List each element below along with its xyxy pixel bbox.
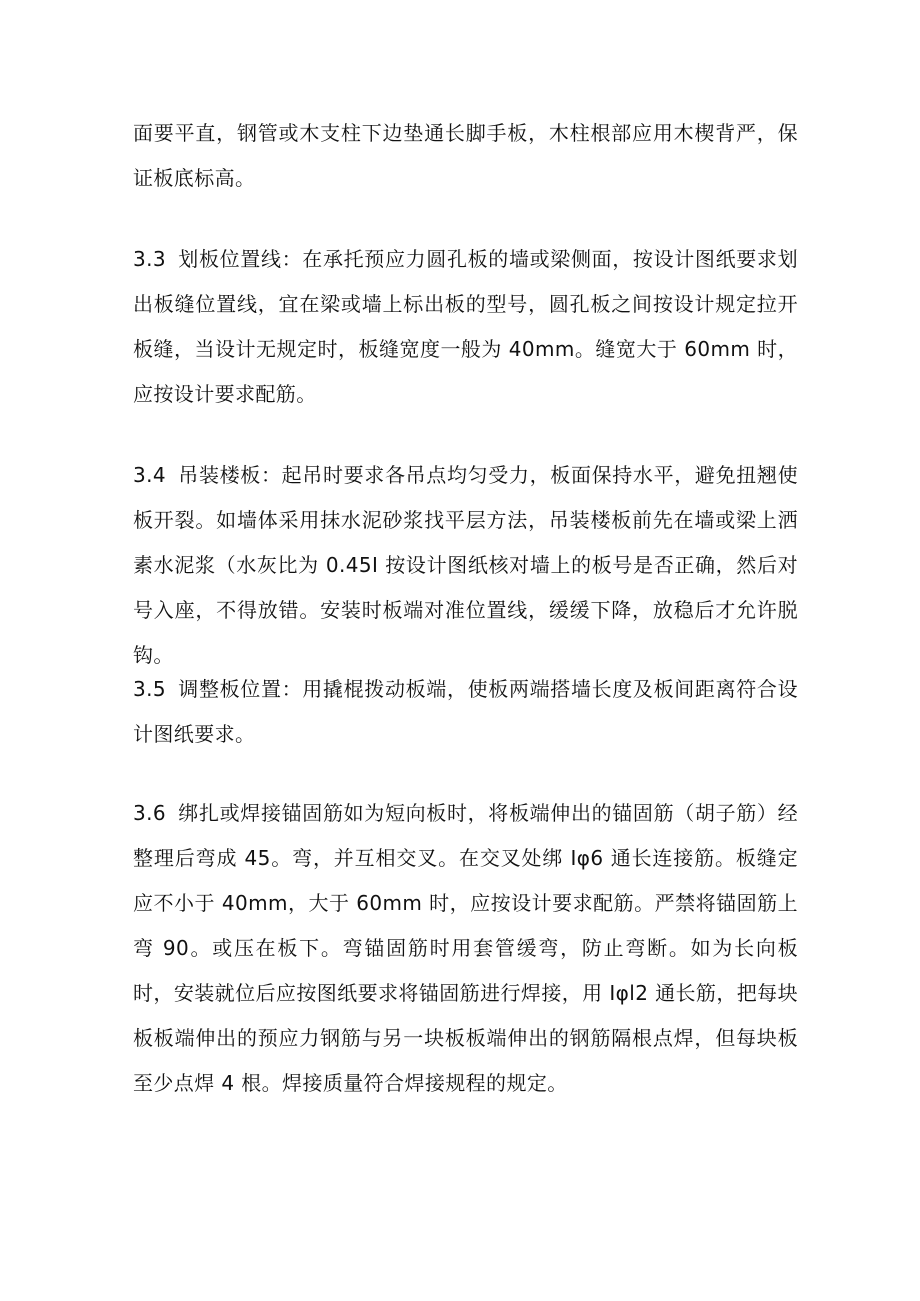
- paragraph-3-5: [133, 667, 798, 757]
- section-number: 3.5: [133, 677, 167, 701]
- paragraph-text: 绑扎或焊接锚固筋如为短向板时，将板端伸出的锚固筋（胡子筋）经整理后弯成 45。弯，并互相交叉。在交叉处绑 Iφ6 通长连接筋。板缝定应不小于 40mm，大于 60mm 时，应按设计要求配筋。严禁将锚固筋上弯 90。或压在板下。弯锚固筋时用套管缓弯，防止弯断。如为长向板时，安装就位后应按图纸要求将锚固筋进行焊接，用 Iφl2 通长筋，把每块板板端伸出的预应力钢筋与另一块板板端伸出的钢筋隔根点焊，但每块板至少点焊 4 根。焊接质量符合焊接规程的规定。: [133, 801, 798, 1095]
- paragraph-continuation: [133, 111, 798, 201]
- section-number: 3.6: [133, 801, 167, 825]
- paragraph-text: 吊装楼板：起吊时要求各吊点均匀受力，板面保持水平，避免扭翘使板开裂。如墙体采用抹水泥砂浆找平层方法，吊装楼板前先在墙或梁上洒素水泥浆（水灰比为 0.45I 按设计图纸核对墙上的板号是否正确，然后对号入座，不得放错。安装时板端对准位置线，缓缓下降，放稳后才允许脱钩。: [133, 463, 798, 667]
- paragraph-3-4: [133, 453, 798, 678]
- section-number: 3.3: [133, 247, 167, 271]
- section-number: 3.4: [133, 463, 167, 487]
- paragraph-text: 划板位置线：在承托预应力圆孔板的墙或梁侧面，按设计图纸要求划出板缝位置线，宜在梁或墙上标出板的型号，圆孔板之间按设计规定拉开板缝，当设计无规定时，板缝宽度一般为 40mm。缝宽大于 60mm 时，应按设计要求配筋。: [133, 247, 798, 406]
- paragraph-3-3: [133, 237, 798, 417]
- paragraph-text: 调整板位置：用撬棍拨动板端，使板两端搭墙长度及板间距离符合设计图纸要求。: [133, 677, 798, 746]
- paragraph-3-6: [133, 791, 798, 1106]
- paragraph-text: 面要平直，钢管或木支柱下边垫通长脚手板，木柱根部应用木楔背严，保证板底标高。: [133, 121, 798, 190]
